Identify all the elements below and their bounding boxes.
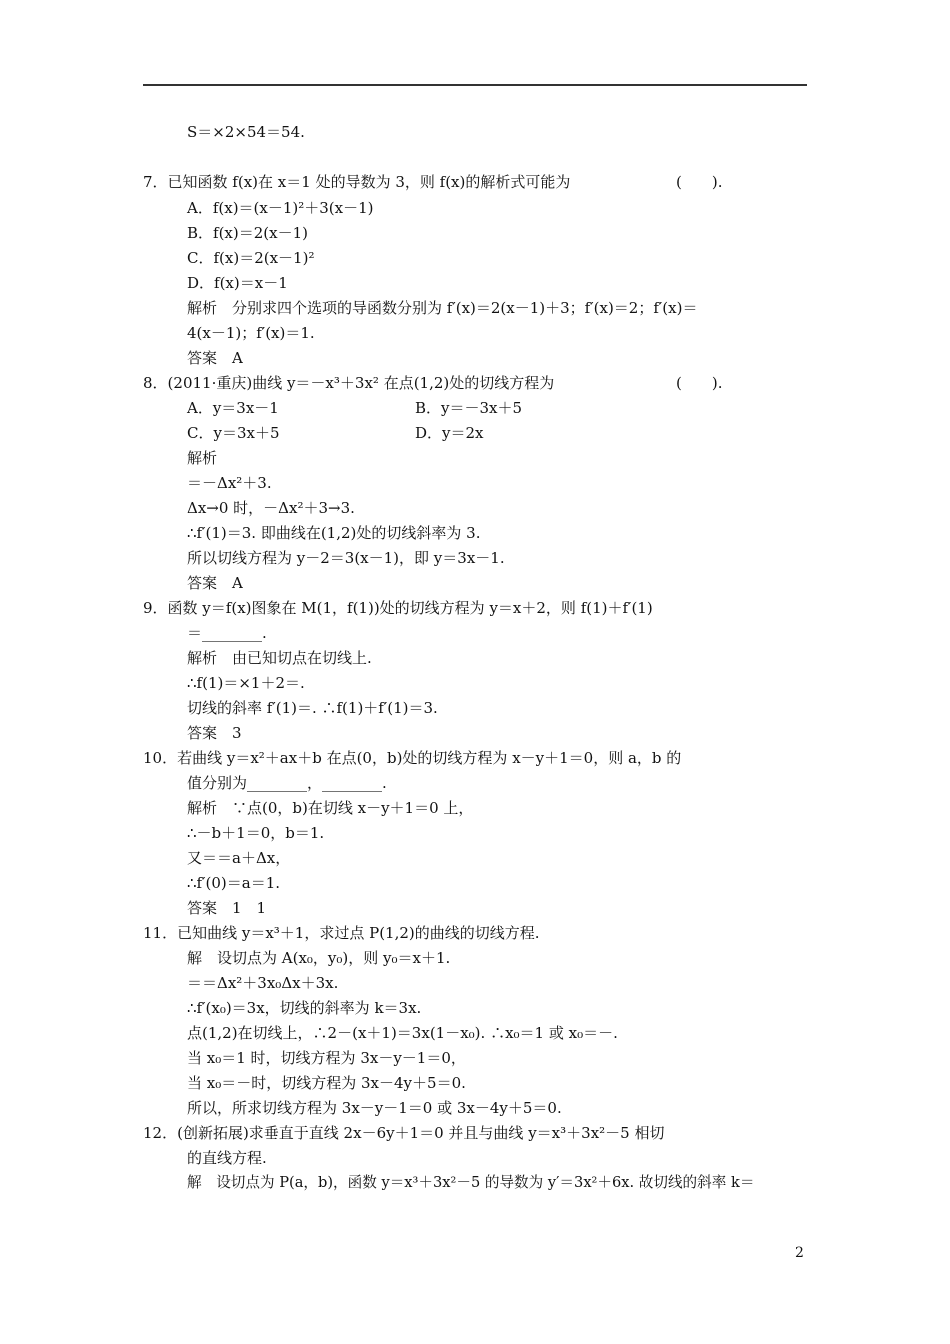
analysis-line: 4(x－1)；f′(x)＝1. [187,324,315,342]
answer-line: 答案 A [187,574,243,592]
analysis-line: 解析 ∵点(0，b)在切线 x－y＋1＝0 上， [187,799,474,817]
option-b: B．f(x)＝2(x－1) [187,224,308,242]
option-a: A．y＝3x－1 [187,399,279,417]
solution-line: 所以，所求切线方程为 3x－y－1＝0 或 3x－4y＋5＝0. [187,1099,562,1117]
answer-line: 答案 A [187,349,243,367]
question-10: 10．若曲线 y＝x²＋ax＋b 在点(0，b)处的切线方程为 x－y＋1＝0，则 a，b 的 [143,749,682,767]
question-12: 12．(创新拓展)求垂直于直线 2x－6y＋1＝0 并且与曲线 y＝x³＋3x²－5 相切 [143,1124,665,1142]
question-8: 8．(2011·重庆)曲线 y＝－x³＋3x² 在点(1,2)处的切线方程为 [143,374,555,392]
solution-line: 解 设切点为 A(x₀，y₀)，则 y₀＝x＋1. [187,949,451,967]
solution-line: 解 设切点为 P(a，b)，函数 y＝x³＋3x²－5 的导数为 y′＝3x²＋6x. 故切线的斜率 k＝ [187,1174,755,1191]
solution-line: 当 x₀＝－时，切线方程为 3x－4y＋5＝0. [187,1074,466,1092]
option-d: D．y＝2x [415,424,484,442]
question-9-blank: ＝________. [187,624,267,642]
page-number: 2 [795,1245,804,1261]
solution-line: 点(1,2)在切线上，∴2－(x＋1)＝3x(1－x₀). ∴x₀＝1 或 x₀＝－. [187,1024,618,1042]
analysis-line: 又＝＝a＋Δx， [187,849,291,867]
analysis-line: 所以切线方程为 y－2＝3(x－1)，即 y＝3x－1. [187,549,505,567]
analysis-line: ∴－b＋1＝0，b＝1. [187,824,325,842]
question-10-blank: 值分别为________，________. [187,774,387,792]
question-7: 7．已知函数 f(x)在 x＝1 处的导数为 3，则 f(x)的解析式可能为 [143,173,571,191]
analysis-line: 解析 分别求四个选项的导函数分别为 f′(x)＝2(x－1)＋3；f′(x)＝2；f′(x)＝ [187,299,698,317]
header-rule [143,84,807,86]
option-c: C．y＝3x＋5 [187,424,280,442]
answer-bracket: ( ). [676,374,723,392]
analysis-line: 解析 [187,449,218,467]
option-d: D．f(x)＝x－1 [187,274,288,292]
option-c: C．f(x)＝2(x－1)² [187,249,315,267]
analysis-line: 解析 由已知切点在切线上. [187,649,372,667]
question-11: 11．已知曲线 y＝x³＋1，求过点 P(1,2)的曲线的切线方程. [143,924,540,942]
solution-line: 当 x₀＝1 时，切线方程为 3x－y－1＝0， [187,1049,466,1067]
solution-line: ∴f′(x₀)＝3x，切线的斜率为 k＝3x. [187,999,422,1017]
text-line: S＝×2×54＝54. [187,123,305,141]
analysis-line: ∴f(1)＝×1＋2＝. [187,674,305,692]
answer-bracket: ( ). [676,173,723,191]
analysis-line: ＝－Δx²＋3. [187,474,272,492]
solution-line: ＝＝Δx²＋3x₀Δx＋3x. [187,974,339,992]
analysis-line: ∴f′(1)＝3. 即曲线在(1,2)处的切线斜率为 3. [187,524,481,542]
answer-line: 答案 3 [187,724,242,742]
analysis-line: 切线的斜率 f′(1)＝. ∴f(1)＋f′(1)＝3. [187,699,438,717]
question-12-cont: 的直线方程. [187,1149,267,1167]
analysis-line: ∴f′(0)＝a＝1. [187,874,281,892]
option-a: A．f(x)＝(x－1)²＋3(x－1) [187,199,374,217]
analysis-line: Δx→0 时，－Δx²＋3→3. [187,499,355,517]
option-b: B．y＝－3x＋5 [415,399,523,417]
answer-line: 答案 1 1 [187,899,267,917]
question-9: 9．函数 y＝f(x)图象在 M(1，f(1))处的切线方程为 y＝x＋2，则 f(1)＋f′(1) [143,599,653,617]
